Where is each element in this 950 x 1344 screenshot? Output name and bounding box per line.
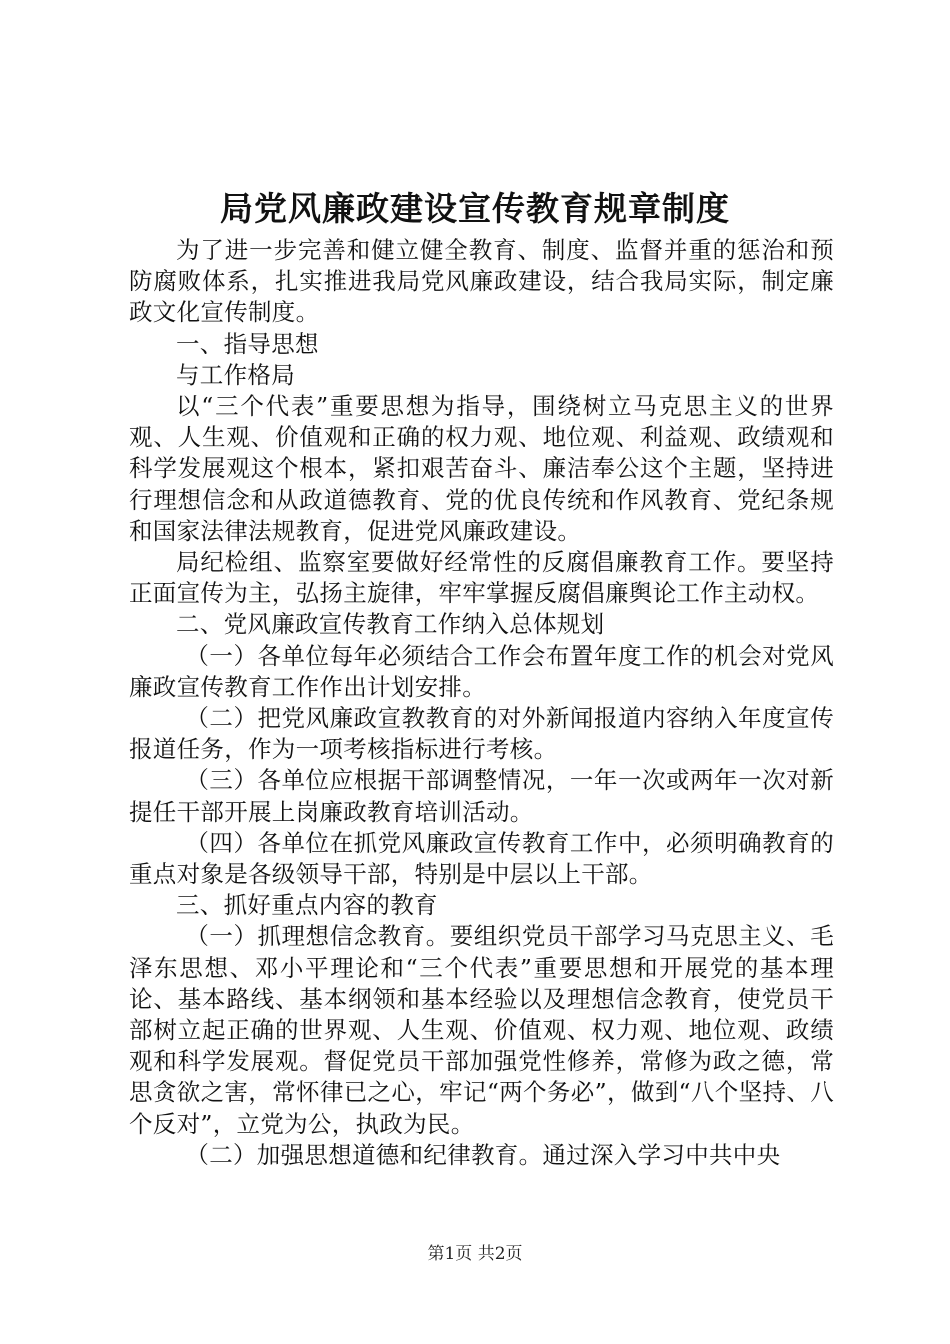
list-item-2-4: （四）各单位在抓党风廉政宣传教育工作中，必须明确教育的重点对象是各级领导干部，特别是中层以上干部。 bbox=[129, 828, 834, 889]
list-item-2-1: （一）各单位每年必须结合工作会布置年度工作的机会对党风廉政宣传教育工作作出计划安排。 bbox=[129, 641, 834, 701]
section-heading-2: 二、党风廉政宣传教育工作纳入总体规划 bbox=[176, 610, 605, 639]
list-item-2-3: （三）各单位应根据干部调整情况，一年一次或两年一次对新提任干部开展上岗廉政教育培训活动。 bbox=[129, 766, 834, 826]
list-item-2-2: （二）把党风廉政宣教教育的对外新闻报道内容纳入年度宣传报道任务，作为一项考核指标进行考核。 bbox=[129, 704, 834, 764]
paragraph-guiding-ideology: 以“三个代表”重要思想为指导，围绕树立马克思主义的世界观、人生观、价值观和正确的权力观、地位观、利益观、政绩观和科学发展观这个根本，紧扣艰苦奋斗、廉洁奉公这个主题，坚持进行理想信念和从政道德教育、党的优良传统和作风教育、党纪条规和国家法律法规教育，促进党风廉政建设。 bbox=[129, 392, 834, 545]
document-body bbox=[129, 235, 834, 1171]
section-heading-1-continued: 与工作格局 bbox=[176, 360, 295, 389]
section-heading-1: 一、指导思想 bbox=[176, 329, 319, 358]
paragraph-work-pattern: 局纪检组、监察室要做好经常性的反腐倡廉教育工作。要坚持正面宣传为主，弘扬主旋律，牢牢掌握反腐倡廉舆论工作主动权。 bbox=[129, 548, 834, 608]
page-footer: 第1页 共2页 bbox=[427, 1244, 523, 1264]
intro-paragraph: 为了进一步完善和健立健全教育、制度、监督并重的惩治和预防腐败体系，扎实推进我局党风廉政建设，结合我局实际，制定廉政文化宣传制度。 bbox=[129, 236, 834, 327]
list-item-3-2: （二）加强思想道德和纪律教育。通过深入学习中共中央 bbox=[185, 1140, 781, 1169]
list-item-3-1: （一）抓理想信念教育。要组织党员干部学习马克思主义、毛泽东思想、邓小平理论和“三个代表”重要思想和开展党的基本理论、基本路线、基本纲领和基本经验以及理想信念教育，使党员干部树立起正确的世界观、人生观、价值观、权力观、地位观、政绩观和科学发展观。督促党员干部加强党性修养，常修为政之德，常思贪欲之害，常怀律已之心，牢记“两个务必”，做到“八个坚持、八个反对”，立党为公，执政为民。 bbox=[129, 922, 834, 1138]
section-heading-3: 三、抓好重点内容的教育 bbox=[176, 891, 438, 920]
document-title: 局党风廉政建设宣传教育规章制度 bbox=[220, 189, 730, 228]
